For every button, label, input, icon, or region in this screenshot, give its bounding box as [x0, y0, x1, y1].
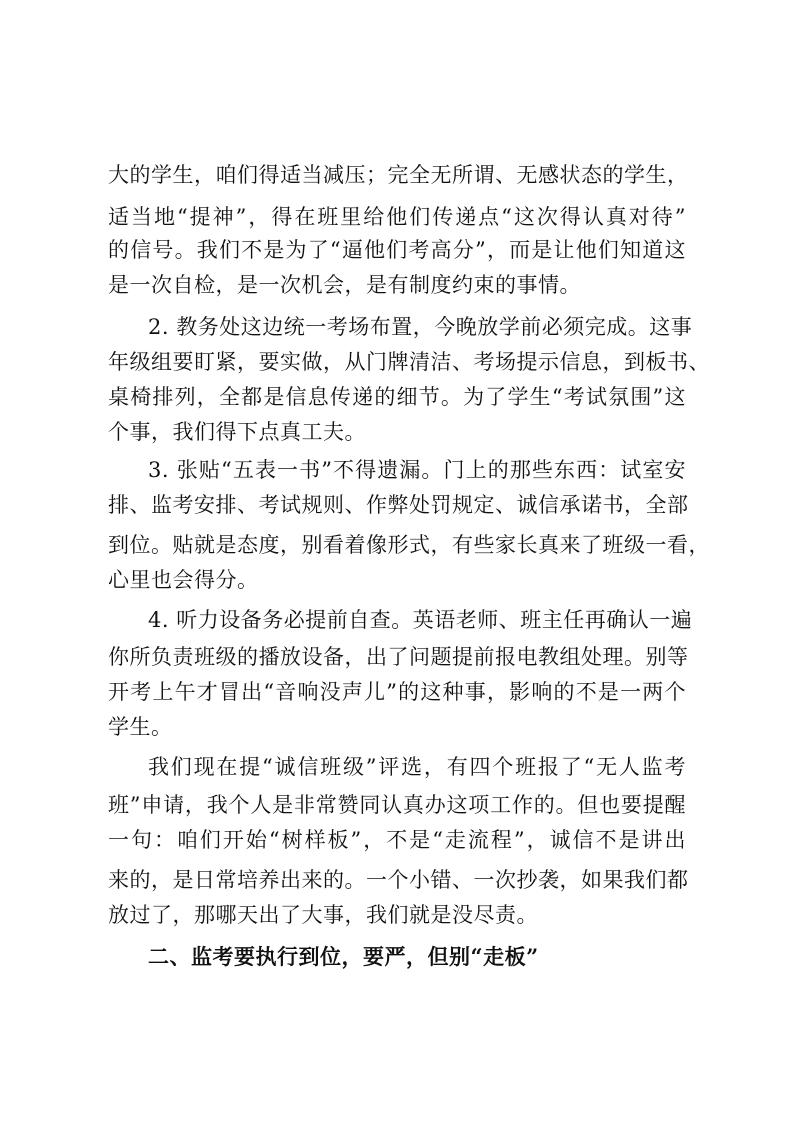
text-line-17: 我们现在提“诚信班级”评选，有四个班报了“无人监考	[148, 755, 686, 779]
text-line-6: 年级组要盯紧，要实做，从门牌清洁、考场提示信息，到板书、	[108, 350, 710, 374]
text-line-11: 到位。贴就是态度，别看着像形式，有些家长真来了班级一看，	[108, 533, 710, 557]
text-line-1: 大的学生，咱们得适当减压；完全无所谓、无感状态的学生，	[108, 163, 689, 187]
text-line-15: 开考上午才冒出“音响没声儿”的这种事，影响的不是一两个	[108, 680, 686, 704]
section-heading: 二、监考要执行到位，要严，但别“走板”	[148, 944, 539, 969]
text-line-9: 3. 张贴“五表一书”不得遗漏。门上的那些东西：试室安	[148, 458, 686, 482]
text-line-16: 学生。	[108, 715, 173, 739]
text-line-8: 个事，我们得下点真工夫。	[108, 420, 366, 444]
text-line-13: 4. 听力设备务必提前自查。英语老师、班主任再确认一遍	[148, 608, 693, 632]
text-line-7: 桌椅排列，全都是信息传递的细节。为了学生“考试氛围”这	[108, 385, 686, 409]
text-line-14: 你所负责班级的播放设备，出了问题提前报电教组处理。别等	[108, 645, 689, 669]
text-line-21: 放过了，那哪天出了大事，我们就是没尽责。	[108, 903, 538, 927]
text-line-19: 一句：咱们开始“树样板”，不是“走流程”，诚信不是讲出	[108, 828, 686, 852]
text-line-10: 排、监考安排、考试规则、作弊处罚规定、诚信承诺书，全部	[108, 493, 689, 517]
text-line-5: 2. 教务处这边统一考场布置，今晚放学前必须完成。这事	[148, 315, 693, 339]
text-line-12: 心里也会得分。	[108, 568, 259, 592]
text-line-20: 来的，是日常培养出来的。一个小错、一次抄袭，如果我们都	[108, 868, 689, 892]
text-line-18: 班”申请，我个人是非常赞同认真办这项工作的。但也要提醒	[108, 793, 686, 817]
text-line-3: 的信号。我们不是为了“逼他们考高分”，而是让他们知道这	[108, 238, 686, 262]
text-line-2: 适当地“提神”，得在班里给他们传递点“这次得认真对待”	[108, 205, 686, 229]
text-line-4: 是一次自检，是一次机会，是有制度约束的事情。	[108, 273, 581, 297]
